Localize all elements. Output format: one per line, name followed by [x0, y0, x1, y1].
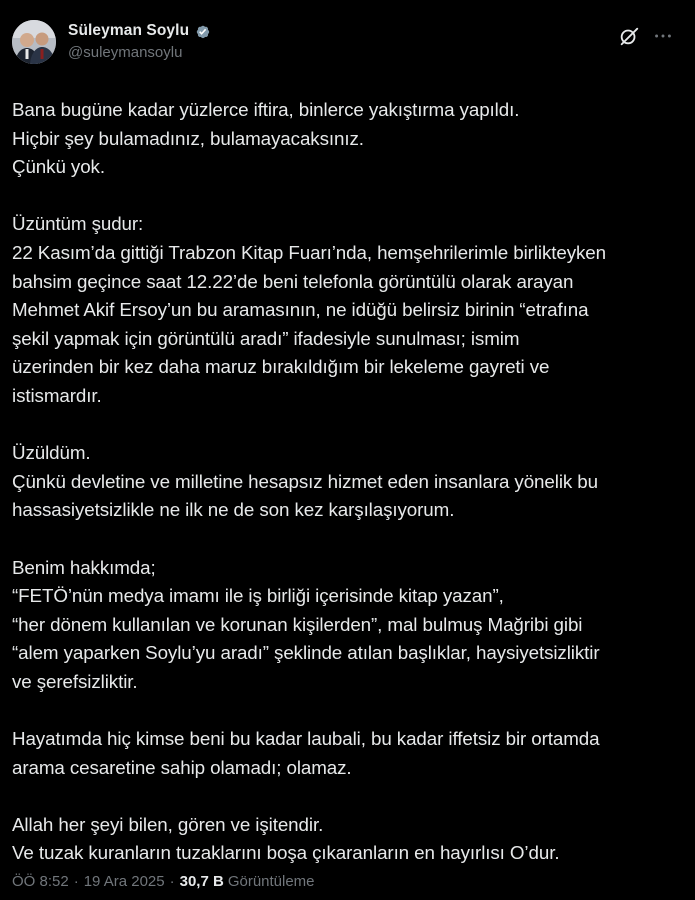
header-actions: [617, 24, 675, 48]
handle[interactable]: @suleymansoylu: [68, 44, 183, 61]
meta-separator: ·: [73, 873, 79, 890]
tweet-header: [12, 14, 683, 70]
views-label: Görüntüleme: [227, 873, 315, 890]
verified-badge-icon[interactable]: [193, 22, 212, 41]
display-name[interactable]: Süleyman Soylu: [68, 22, 190, 39]
user-block: [68, 21, 212, 61]
tweet-text: Bana bugüne kadar yüzlerce iftira, binlerce yakıştırma yapıldı. Hiçbir şey bulamadınız, bulamayacaksınız. Çünkü yok. Üzüntüm şudur: 22 Kasım’da gittiği Trabzon Kitap Fuarı’nda, hemşehrilerimle birlikteyken bahsim geçince saat 12.22’de beni telefonla görüntülü olarak arayan Mehmet Akif Ersoy’un bu aramasının, ne idüğü belirsiz birinin “etrafına şekil yapmak için görüntülü aradı” ifadesiyle sunulması; ismim üzerinden bir kez daha maruz bırakıldığım bir lekeleme gayreti ve istismardır. Üzüldüm. Çünkü devletine ve milletine hesapsız hizmet eden insanlara yönelik bu hassasiyetsizlikle ne ilk ne de son kez karşılaşıyorum. Benim hakkımda; “FETÖ’nün medya imamı ile iş birliği içerisinde kitap yazan”, “her dönem kullanılan ve korunan kişilerden”, mal bulmuş Mağribi gibi “alem yaparken Soylu’yu aradı” şeklinde atılan başlıklar, haysiyetsizliktir ve şerefsizliktir. Hayatımda hiç kimse beni bu kadar laubali, bu kadar iffetsiz bir ortamda arama cesaretine sahip olamadı; olamaz. Allah her şeyi bilen, gören ve işitendir. Ve tuzak kuranların tuzaklarını boşa çıkaranların en hayırlısı O’dur.: [12, 99, 606, 864]
tweet-time[interactable]: ÖÖ 8:52: [12, 873, 69, 890]
tweet-meta: [12, 873, 315, 890]
grok-icon[interactable]: [617, 24, 641, 48]
avatar-image: [12, 20, 56, 64]
tweet-date[interactable]: 19 Ara 2025: [83, 873, 165, 890]
views-count[interactable]: 30,7 B: [179, 873, 224, 890]
name-row: [68, 21, 212, 41]
meta-separator: ·: [169, 873, 175, 890]
avatar[interactable]: [12, 20, 56, 64]
more-icon[interactable]: [651, 24, 675, 48]
